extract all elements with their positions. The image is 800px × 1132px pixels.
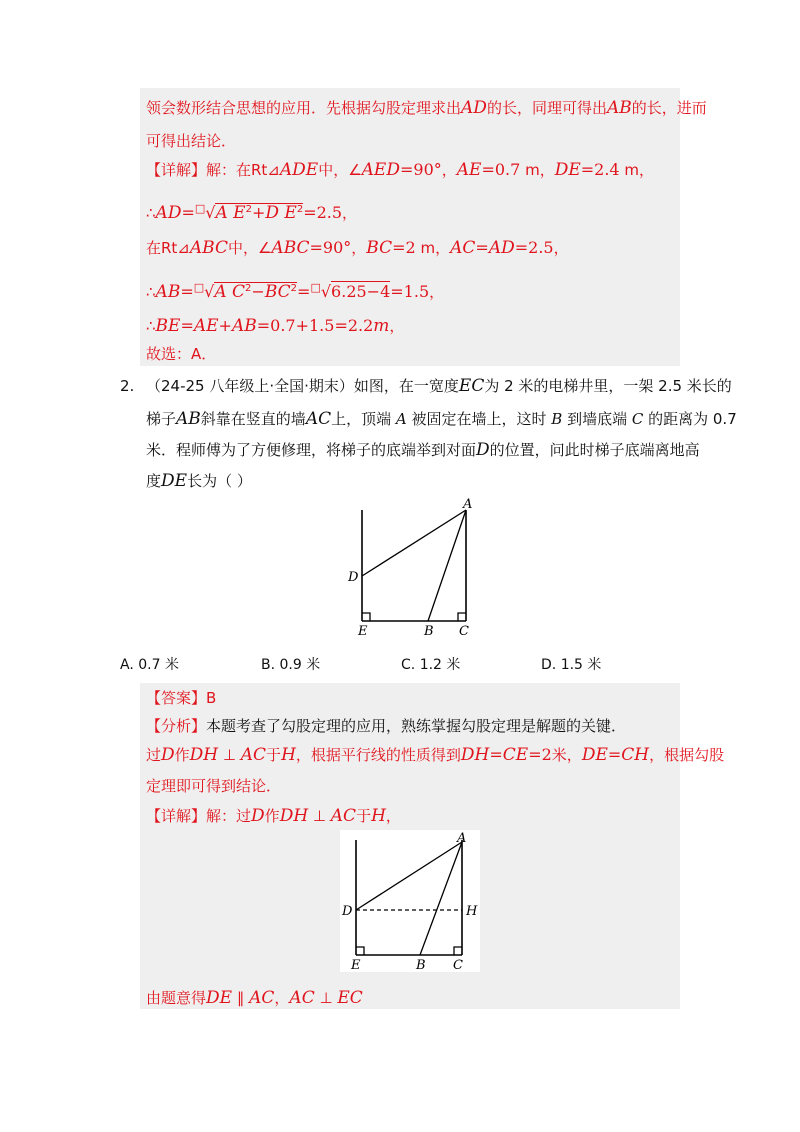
figure-1 bbox=[340, 496, 490, 641]
option-b[interactable] bbox=[261, 655, 320, 675]
figure-2 bbox=[340, 830, 480, 972]
answer-tag: 【答案】 bbox=[146, 689, 207, 707]
sol2-analysis bbox=[146, 716, 626, 736]
option-d-key: D. bbox=[541, 657, 557, 673]
fig1-label-c: C bbox=[459, 624, 469, 639]
q2-line-4: 度DE长为（ ） bbox=[146, 471, 252, 491]
fig2-label-h: H bbox=[466, 904, 478, 919]
sol2-detail: 【详解】解：过D作DH ⊥ AC于H， bbox=[146, 806, 401, 826]
option-b-key: B. bbox=[261, 657, 276, 673]
fig1-label-d: D bbox=[348, 570, 359, 585]
fig2-label-d: D bbox=[342, 904, 353, 919]
answer-value: B bbox=[206, 689, 217, 707]
option-c[interactable] bbox=[401, 655, 460, 675]
sol2-line-4: 定理即可得到结论． bbox=[146, 777, 282, 795]
sol1-line-3: 【详解】解：在Rt⊿ADE中，∠AED=90°，AE=0.7 m，DE=2.4 m， bbox=[146, 160, 654, 180]
fig1-label-e: E bbox=[358, 624, 368, 639]
sol1-line-8: 故选：A． bbox=[146, 345, 217, 363]
q2-line-3: 米．程师傅为了方便修理，将梯子的底端举到对面D的位置，问此时梯子底端离地高 bbox=[146, 440, 700, 460]
sol2-answer bbox=[146, 688, 216, 708]
option-c-text: 1.2 米 bbox=[419, 657, 461, 673]
detail-tag: 【详解】 bbox=[146, 807, 207, 825]
fig1-label-a: A bbox=[463, 497, 473, 512]
option-a-key: A. bbox=[120, 657, 134, 673]
sol1-line-7: ∴BE=AE+AB=0.7+1.5=2.2m， bbox=[146, 316, 405, 336]
q2-line-2: 梯子AB斜靠在竖直的墙AC上，顶端 A 被固定在墙上，这时 B 到墙底端 C 的距离为 0.7 bbox=[146, 409, 737, 429]
option-a-text: 0.7 米 bbox=[138, 657, 179, 673]
sol1-line-1: 领会数形结合思想的应用．先根据勾股定理求出AD的长，同理可得出AB的长，进而 bbox=[146, 98, 707, 118]
option-c-key: C. bbox=[401, 657, 416, 673]
fig1-label-b: B bbox=[424, 624, 434, 639]
sol2-last-line: 由题意得DE ∥ AC，AC ⊥ EC bbox=[146, 988, 363, 1008]
analysis-text: 本题考查了勾股定理的应用，熟练掌握勾股定理是解题的关键． bbox=[206, 717, 627, 735]
fig2-label-b: B bbox=[416, 958, 426, 972]
option-d-text: 1.5 米 bbox=[560, 657, 602, 673]
q2-number: 2. bbox=[120, 377, 135, 395]
sol1-line-5: 在Rt⊿ABC中，∠ABC=90°，BC=2 m，AC=AD=2.5， bbox=[146, 238, 569, 258]
option-d[interactable] bbox=[541, 655, 601, 675]
sol2-line-3: 过D作DH ⊥ AC于H，根据平行线的性质得到DH=CE=2米，DE=CH，根据勾股 bbox=[146, 745, 725, 765]
fig2-label-c: C bbox=[453, 958, 463, 972]
analysis-tag: 【分析】 bbox=[146, 717, 207, 735]
sol1-line-4: ∴AD=□√A $E^2+D$ $E^2=2.5$， bbox=[146, 202, 358, 223]
fig2-label-a: A bbox=[457, 831, 467, 846]
option-b-text: 0.9 米 bbox=[279, 657, 321, 673]
option-a[interactable] bbox=[120, 655, 179, 675]
q2-line-1: （24-25 八年级上·全国·期末）如图，在一宽度EC为 2 米的电梯井里，一架 2.5 米长的 bbox=[146, 376, 732, 396]
sol1-line-2: 可得出结论． bbox=[146, 132, 237, 150]
sol1-line-6: ∴AB=□√A $C^2-BC^2=^□√6.25-4=1.5$， bbox=[146, 281, 445, 302]
fig2-label-e: E bbox=[351, 958, 361, 972]
